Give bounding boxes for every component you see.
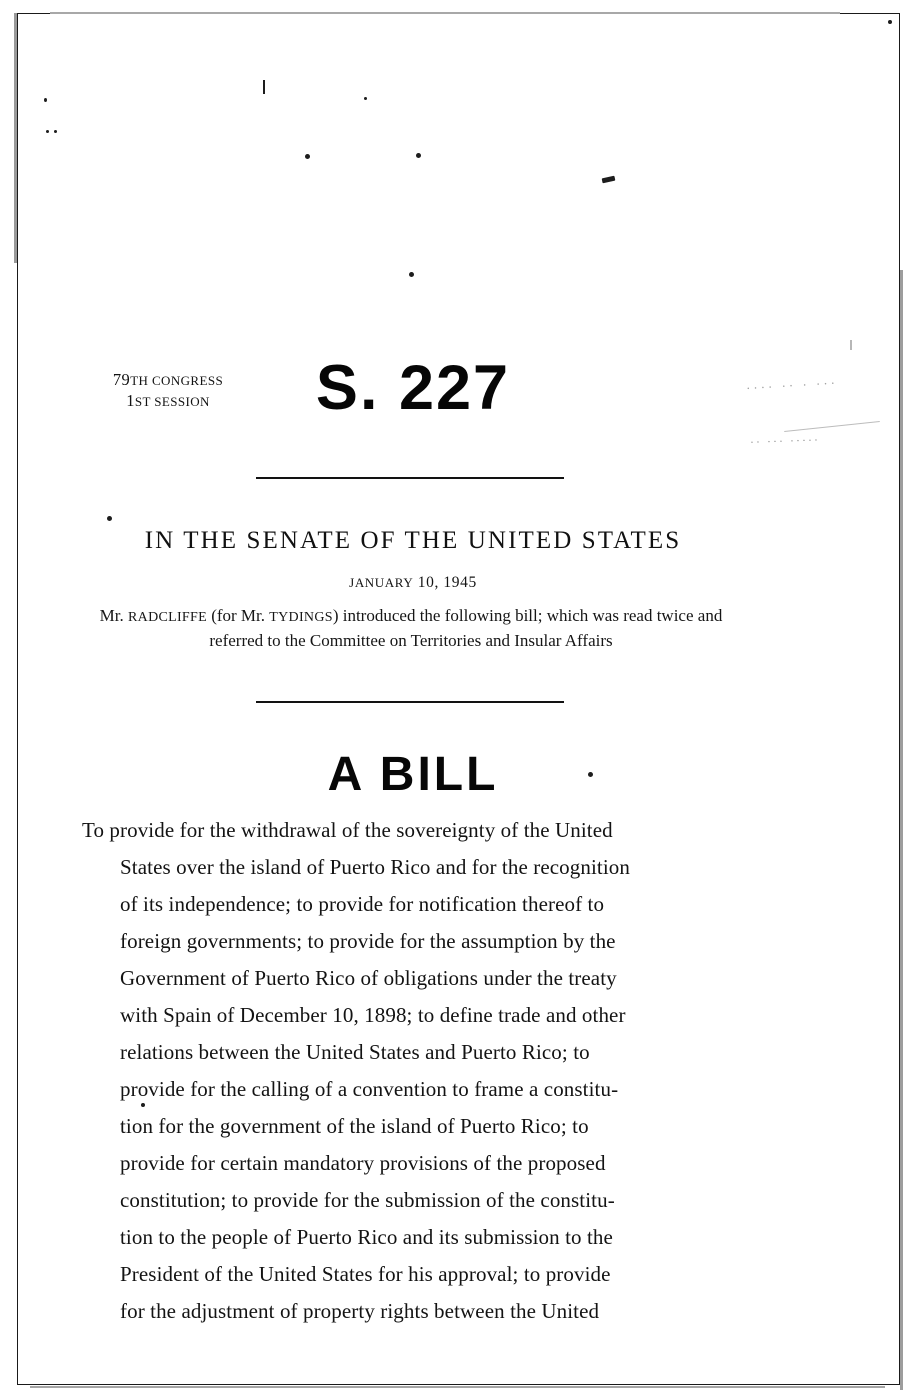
- bill-text-line: for the adjustment of property rights between the United: [120, 1299, 600, 1323]
- stamp-tick-mark: [850, 340, 852, 350]
- scan-speck: [54, 130, 57, 133]
- congress-number: 79: [112, 370, 131, 389]
- scan-speck: [364, 97, 367, 100]
- bill-text-line: tion for the government of the island of Puerto Rico; to: [120, 1114, 589, 1138]
- stamp-underline: [784, 421, 880, 432]
- bill-text-line: Government of Puerto Rico of obligations under the treaty: [120, 966, 617, 990]
- sponsor-name: RADCLIFFE: [128, 610, 207, 625]
- bill-title: A BILL: [327, 748, 499, 801]
- scan-speck: [888, 20, 892, 24]
- divider-rule-top: [256, 477, 564, 479]
- scan-speck: [416, 153, 421, 158]
- page-edge-right: [900, 270, 903, 1390]
- scan-speck: [263, 80, 265, 94]
- stamp-text-line-1: ···· ·· · ···: [745, 375, 839, 396]
- bill-text-line: States over the island of Puerto Rico and for the recognition: [120, 855, 630, 879]
- bill-text-line: of its independence; to provide for notification thereof to: [120, 892, 605, 916]
- session-suffix: ST SESSION: [134, 394, 210, 410]
- bill-number: S. 227: [315, 353, 511, 423]
- scan-speck: [46, 130, 49, 133]
- bill-text-line: relations between the United States and Puerto Rico; to: [120, 1040, 590, 1064]
- archival-stamp: [742, 326, 892, 466]
- congress-suffix: TH CONGRESS: [130, 373, 224, 388]
- stamp-text-line-2: ·· ··· ·····: [749, 432, 821, 450]
- page-edge-left: [14, 13, 17, 263]
- chamber-heading: IN THE SENATE OF THE UNITED STATES: [144, 527, 682, 554]
- scan-speck: [409, 272, 414, 277]
- page-edge-top: [50, 12, 840, 14]
- session-label: [78, 390, 258, 411]
- congress-label: [78, 369, 258, 390]
- congress-session-header: [78, 369, 258, 411]
- page-edge-bottom: [30, 1386, 885, 1388]
- bill-text-line: foreign governments; to provide for the assumption by the: [120, 929, 616, 953]
- intro-middle: (for Mr.: [206, 606, 270, 625]
- intro-referral-line: read twice and referred to the Committee on Territories and Insular Affairs: [209, 606, 723, 650]
- intro-prefix: Mr.: [99, 606, 129, 625]
- bill-text-line: President of the United States for his approval; to provide: [120, 1262, 611, 1286]
- scan-speck: [305, 154, 310, 159]
- bill-text-line: tion to the people of Puerto Rico and its submission to the: [120, 1225, 613, 1249]
- scan-speck: [107, 516, 112, 521]
- bill-text-line: provide for certain mandatory provisions of the proposed: [120, 1151, 606, 1175]
- date-month: JANUARY: [349, 575, 414, 590]
- introduction-paragraph: [76, 604, 746, 654]
- bill-text-line: To provide for the withdrawal of the sovereignty of the United: [82, 818, 613, 842]
- date-remainder: 10, 1945: [413, 574, 477, 591]
- bill-body-text: [82, 812, 742, 1330]
- bill-text-line: provide for the calling of a convention to frame a constitu-: [120, 1077, 619, 1101]
- session-number: 1: [126, 391, 135, 411]
- divider-rule-bottom: [256, 701, 564, 703]
- cosponsor-name: TYDINGS: [269, 610, 333, 625]
- introduction-date: [58, 574, 768, 592]
- intro-suffix: ) introduced the following bill; which was: [332, 606, 619, 625]
- bill-text-line: constitution; to provide for the submission of the constitu-: [120, 1188, 615, 1212]
- scan-speck: [44, 98, 47, 102]
- bill-text-line: with Spain of December 10, 1898; to define trade and other: [120, 1003, 626, 1027]
